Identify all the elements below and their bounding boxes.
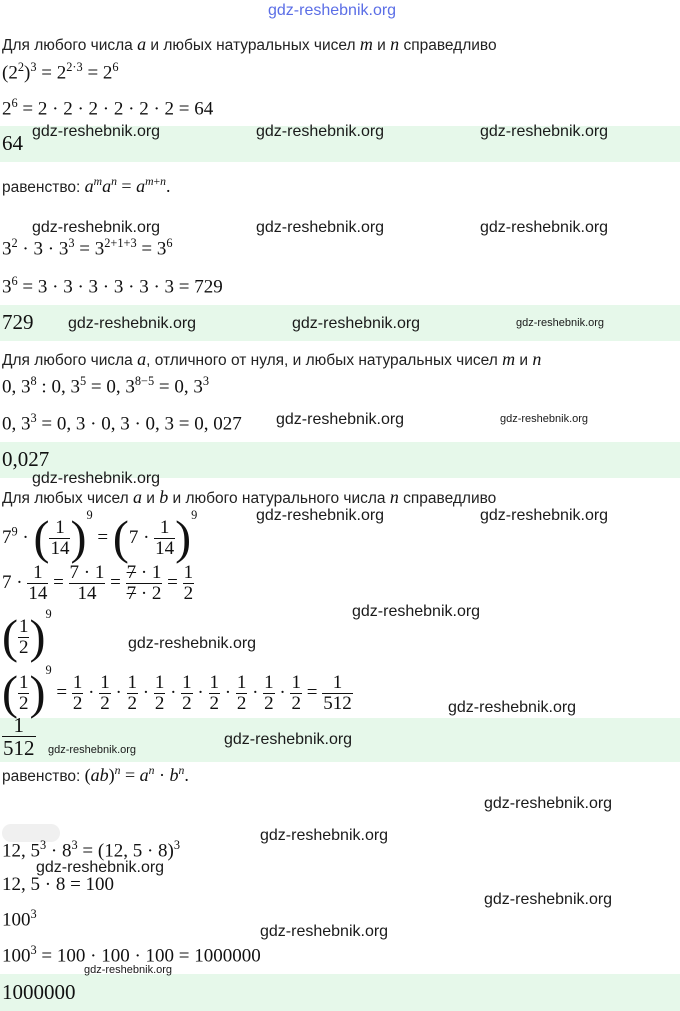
rule-text-5: равенство: $(ab)^n = a^n \cdot b^n$.	[2, 764, 189, 785]
rule-text-2: равенство: $a^ma^n = a^{m+n}$.	[2, 175, 171, 196]
equation-4-2: 7 · $\frac{1}{14}$ = $\frac{7 \cdot 1}{14}$ = $\frac{7 \cdot 1}{7 \cdot 2}$ = $\frac{1}{2}$	[2, 563, 194, 604]
watermark: gdz-reshebnik.org	[500, 413, 589, 425]
equation-5-3: $100^3$	[2, 907, 37, 931]
equation-5-1: 12, $5^3 \cdot 8^3 = (12$, 5 · 8)$^3$	[2, 838, 181, 862]
watermark: gdz-reshebnik.org	[276, 411, 405, 428]
rule-text-4: Для любых чисел a и b и любого натурального числа n справедливо	[2, 487, 497, 507]
watermark: gdz-reshebnik.org	[84, 964, 173, 976]
watermark: gdz-reshebnik.org	[352, 603, 481, 620]
equation-1-1: $(2^2)^3 = 2^{2\cdot 3} = 2^6$	[2, 60, 119, 84]
watermark: gdz-reshebnik.org	[448, 699, 577, 716]
watermark: gdz-reshebnik.org	[256, 123, 385, 140]
equation-5-2: 12, 5 · 8 = 100	[2, 874, 115, 895]
watermark: gdz-reshebnik.org	[480, 507, 609, 524]
watermark: gdz-reshebnik.org	[68, 315, 197, 332]
watermark: gdz-reshebnik.org	[484, 795, 613, 812]
answer-2: 729	[2, 310, 34, 334]
watermark: gdz-reshebnik.org	[480, 219, 609, 236]
equation-3-2: 0, $3^3 = 0$, 3 · 0, 3 · 0, 3 = 0, 027	[2, 411, 242, 435]
watermark: gdz-reshebnik.org	[256, 507, 385, 524]
watermark: gdz-reshebnik.org	[36, 859, 165, 876]
answer-4: $\frac{1}{512}$	[3, 713, 35, 761]
site-header-watermark: gdz-reshebnik.org	[268, 2, 397, 19]
watermark: gdz-reshebnik.org	[484, 891, 613, 908]
watermark: gdz-reshebnik.org	[256, 219, 385, 236]
watermark: gdz-reshebnik.org	[32, 123, 161, 140]
watermark: gdz-reshebnik.org	[480, 123, 609, 140]
watermark: gdz-reshebnik.org	[292, 315, 421, 332]
equation-2-2: $3^6 = 3 \cdot 3 \cdot 3 \cdot 3 \cdot 3 \cdot 3 = 729$	[2, 274, 223, 298]
equation-4-4: ( $\frac{1}{2}$ )$^9$ = $\frac{1}{2}$ · $\frac{1}{2}$ · $\frac{1}{2}$ · $\frac{1}{2}$ · $\frac{1}{2}$ · $\frac{1}{2}$ · $\frac{1}{2}$ · $\frac{1}{2}$ · $\frac{1}{2}$ = $\frac{1}{512}$	[2, 663, 352, 720]
answer-3: 0,027	[2, 447, 50, 471]
watermark: gdz-reshebnik.org	[224, 731, 353, 748]
watermark: gdz-reshebnik.org	[48, 744, 137, 756]
equation-5-4: $100^3 = 100 \cdot 100 \cdot 100 = 1000000$	[2, 943, 261, 967]
answer-band-5	[0, 974, 680, 1011]
equation-4-1: $7^9$ · ( $\frac{1}{14}$ )$^9$ = (7 · $\frac{1}{14}$ )$^9$	[2, 508, 198, 565]
watermark: gdz-reshebnik.org	[260, 827, 389, 844]
equation-4-3: ( $\frac{1}{2}$ )$^9$	[2, 607, 52, 664]
watermark: gdz-reshebnik.org	[32, 470, 161, 487]
rule-text-1: Для любого числа a и любых натуральных чисел m и n справедливо	[2, 34, 497, 54]
rule-text-3: Для любого числа a, отличного от нуля, и любых натуральных чисел m и n	[2, 349, 542, 369]
equation-1-2: $2^6 = 2 \cdot 2 \cdot 2 \cdot 2 \cdot 2 \cdot 2 = 64$	[2, 96, 214, 120]
watermark: gdz-reshebnik.org	[128, 635, 257, 652]
watermark: gdz-reshebnik.org	[32, 219, 161, 236]
equation-2-1: $3^2 \cdot 3 \cdot 3^3 = 3^{2+1+3} = 3^6$	[2, 236, 173, 260]
answer-5: 1000000	[2, 980, 76, 1004]
answer-1: 64	[2, 131, 23, 155]
watermark: gdz-reshebnik.org	[516, 317, 605, 329]
watermark: gdz-reshebnik.org	[260, 923, 389, 940]
equation-3-1: 0, $3^8$ : 0, $3^5 = 0$, $3^{8-5} = 0$, $3^3$	[2, 374, 210, 398]
